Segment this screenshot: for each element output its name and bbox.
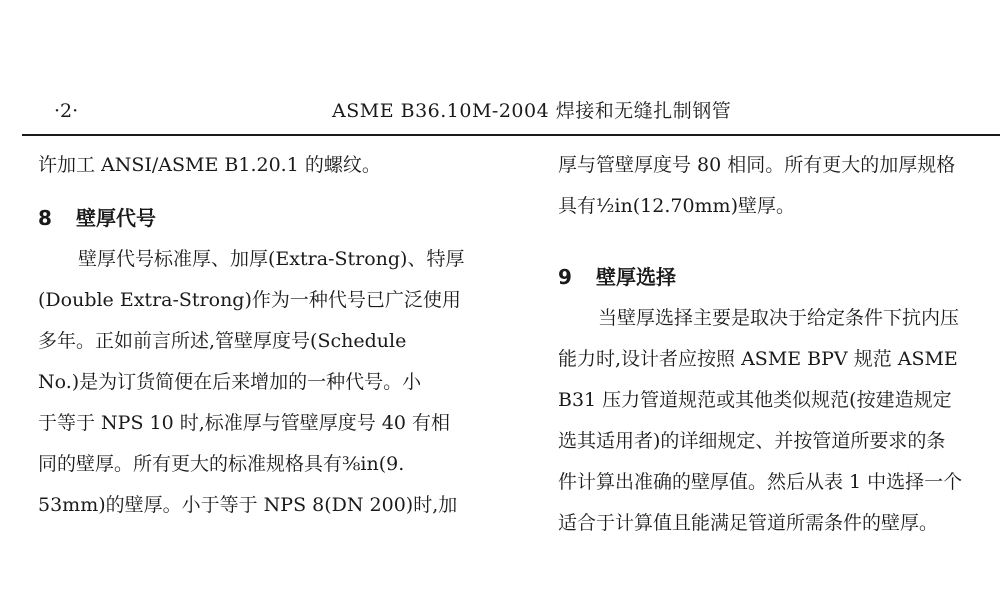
paragraph-line: No.)是为订货简便在后来增加的一种代号。小 bbox=[38, 371, 422, 393]
paragraph-line: 于等于 NPS 10 时,标准厚与管壁厚度号 40 有相 bbox=[38, 412, 451, 434]
paragraph-line: 厚与管壁厚度号 80 相同。所有更大的加厚规格 bbox=[558, 154, 956, 176]
paragraph-line: 选其适用者)的详细规定、并按管道所要求的条 bbox=[558, 430, 946, 452]
paragraph-line: 同的壁厚。所有更大的标准规格具有⅜in(9. bbox=[38, 453, 405, 475]
paragraph-line: 多年。正如前言所述,管壁厚度号(Schedule bbox=[38, 330, 407, 352]
section-8-heading bbox=[38, 198, 478, 239]
section-number: 9 bbox=[558, 265, 572, 289]
paragraph-line: 当壁厚选择主要是取决于给定条件下抗内压 bbox=[598, 307, 960, 329]
section-title: 壁厚选择 bbox=[596, 265, 676, 289]
document-title: ASME B36.10M-2004 焊接和无缝扎制钢管 bbox=[332, 100, 732, 122]
section-9-heading bbox=[558, 257, 998, 298]
paragraph-line: 壁厚代号标准厚、加厚(Extra-Strong)、特厚 bbox=[78, 248, 465, 270]
paragraph-line: B31 压力管道规范或其他类似规范(按建造规定 bbox=[558, 389, 952, 411]
page-number: ·2· bbox=[54, 100, 79, 122]
section-number: 8 bbox=[38, 206, 52, 230]
paragraph-line: 许加工 ANSI/ASME B1.20.1 的螺纹。 bbox=[38, 154, 381, 176]
right-column bbox=[558, 145, 998, 544]
paragraph-line: 能力时,设计者应按照 ASME BPV 规范 ASME bbox=[558, 348, 958, 370]
paragraph-line: 适合于计算值且能满足管道所需条件的壁厚。 bbox=[558, 512, 939, 534]
left-column bbox=[38, 145, 478, 526]
header-rule bbox=[22, 134, 1000, 136]
section-title: 壁厚代号 bbox=[76, 206, 156, 230]
paragraph-line: (Double Extra-Strong)作为一种代号已广泛使用 bbox=[38, 289, 461, 311]
page-header bbox=[22, 96, 1000, 126]
paragraph-line: 53mm)的壁厚。小于等于 NPS 8(DN 200)时,加 bbox=[38, 494, 458, 516]
paragraph-line: 具有½in(12.70mm)壁厚。 bbox=[558, 195, 795, 217]
paragraph-line: 件计算出准确的壁厚值。然后从表 1 中选择一个 bbox=[558, 471, 963, 493]
